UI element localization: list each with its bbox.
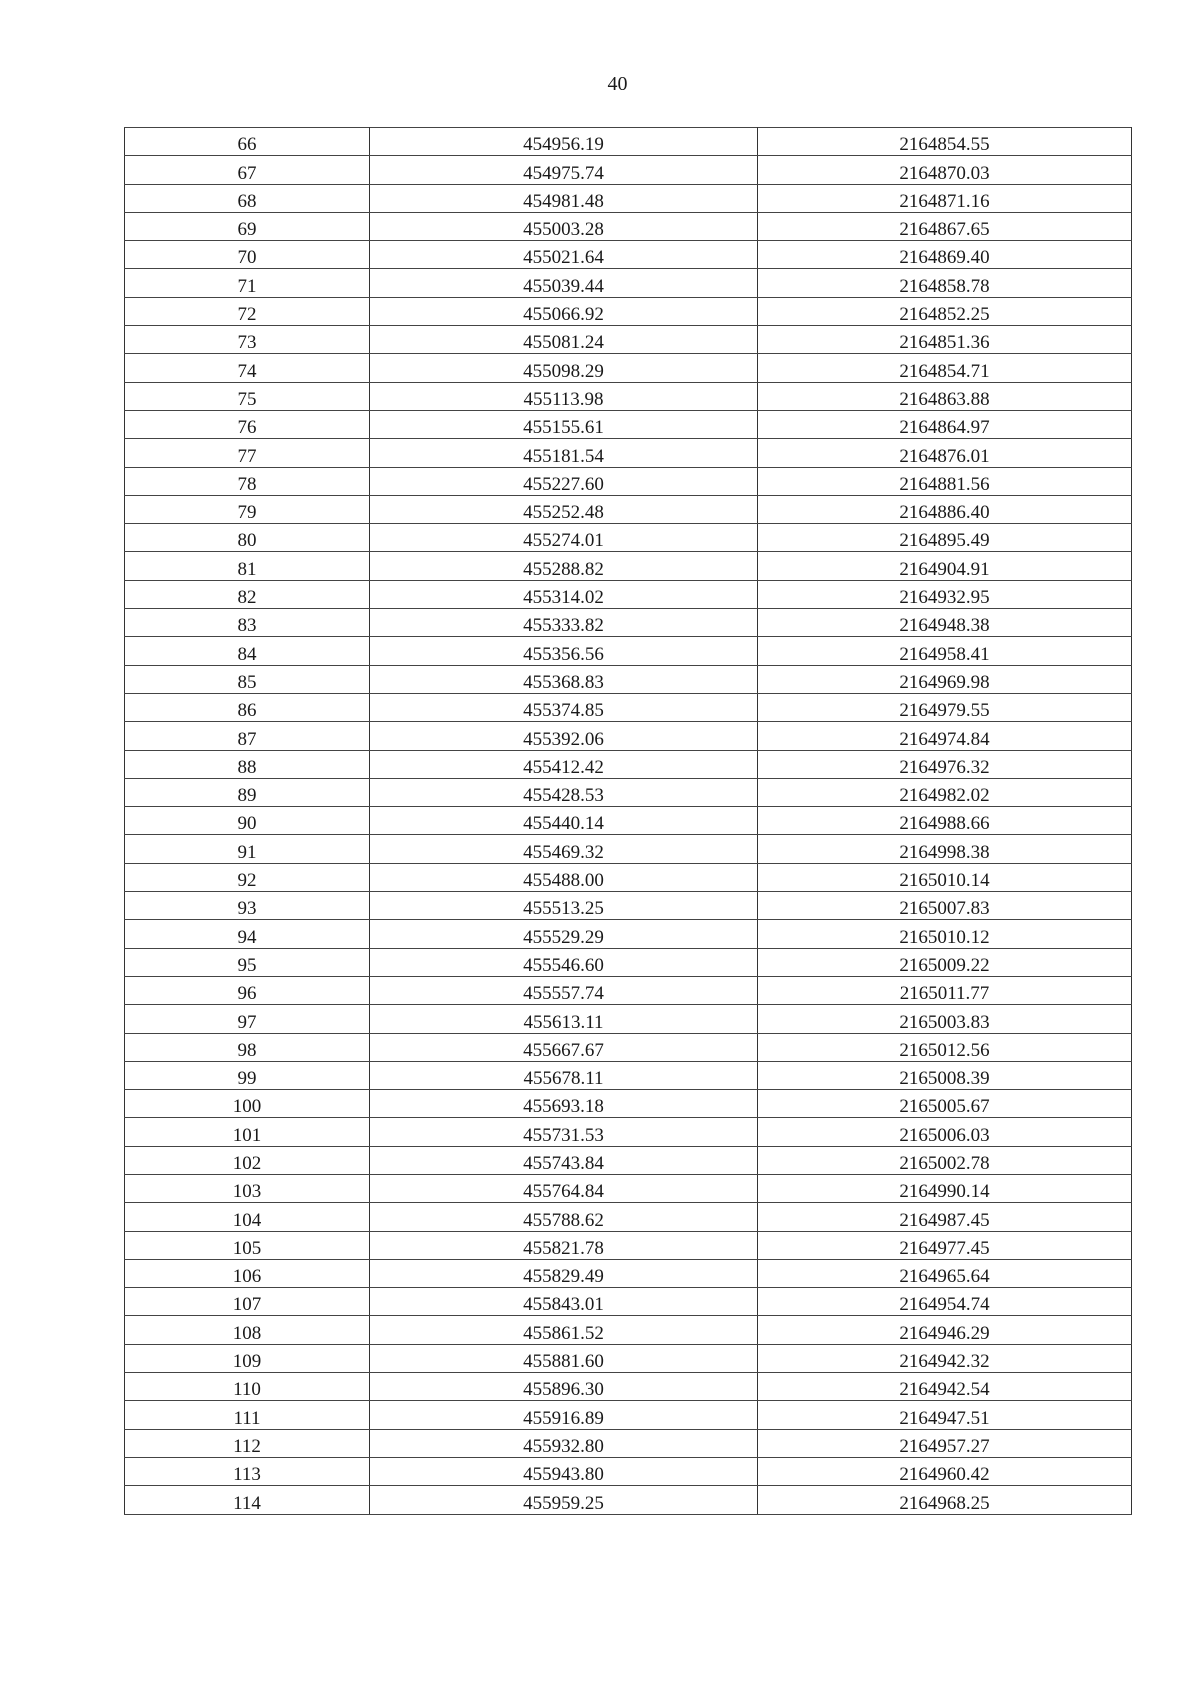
table-row xyxy=(125,128,1132,156)
table-row xyxy=(125,1259,1132,1287)
x-coordinate-cell: 455821.78 xyxy=(370,1231,758,1259)
x-coordinate-cell: 455227.60 xyxy=(370,467,758,495)
point-number-cell: 79 xyxy=(125,495,370,523)
y-coordinate-cell: 2164977.45 xyxy=(758,1231,1132,1259)
x-coordinate-cell: 455003.28 xyxy=(370,212,758,240)
table-row xyxy=(125,184,1132,212)
table-row xyxy=(125,354,1132,382)
table-row xyxy=(125,524,1132,552)
x-coordinate-cell: 455959.25 xyxy=(370,1486,758,1514)
coordinates-table xyxy=(124,127,1132,1515)
table-row xyxy=(125,297,1132,325)
table-row xyxy=(125,1231,1132,1259)
table-row xyxy=(125,495,1132,523)
x-coordinate-cell: 455932.80 xyxy=(370,1429,758,1457)
point-number-cell: 91 xyxy=(125,835,370,863)
table-row xyxy=(125,637,1132,665)
table-row xyxy=(125,156,1132,184)
point-number-cell: 104 xyxy=(125,1203,370,1231)
x-coordinate-cell: 455314.02 xyxy=(370,580,758,608)
y-coordinate-cell: 2164954.74 xyxy=(758,1288,1132,1316)
y-coordinate-cell: 2164947.51 xyxy=(758,1401,1132,1429)
x-coordinate-cell: 455113.98 xyxy=(370,382,758,410)
table-row xyxy=(125,1033,1132,1061)
x-coordinate-cell: 455513.25 xyxy=(370,892,758,920)
table-row xyxy=(125,976,1132,1004)
y-coordinate-cell: 2164881.56 xyxy=(758,467,1132,495)
x-coordinate-cell: 455392.06 xyxy=(370,722,758,750)
table-row xyxy=(125,807,1132,835)
y-coordinate-cell: 2164942.54 xyxy=(758,1373,1132,1401)
point-number-cell: 72 xyxy=(125,297,370,325)
table-row xyxy=(125,1288,1132,1316)
y-coordinate-cell: 2164982.02 xyxy=(758,778,1132,806)
point-number-cell: 74 xyxy=(125,354,370,382)
y-coordinate-cell: 2165010.12 xyxy=(758,920,1132,948)
point-number-cell: 66 xyxy=(125,128,370,156)
table-row xyxy=(125,1118,1132,1146)
x-coordinate-cell: 455546.60 xyxy=(370,948,758,976)
y-coordinate-cell: 2165002.78 xyxy=(758,1146,1132,1174)
y-coordinate-cell: 2165007.83 xyxy=(758,892,1132,920)
x-coordinate-cell: 455829.49 xyxy=(370,1259,758,1287)
point-number-cell: 112 xyxy=(125,1429,370,1457)
x-coordinate-cell: 455613.11 xyxy=(370,1005,758,1033)
x-coordinate-cell: 455288.82 xyxy=(370,552,758,580)
point-number-cell: 103 xyxy=(125,1174,370,1202)
table-row xyxy=(125,609,1132,637)
y-coordinate-cell: 2164863.88 xyxy=(758,382,1132,410)
point-number-cell: 69 xyxy=(125,212,370,240)
point-number-cell: 100 xyxy=(125,1090,370,1118)
point-number-cell: 110 xyxy=(125,1373,370,1401)
x-coordinate-cell: 455181.54 xyxy=(370,439,758,467)
x-coordinate-cell: 455861.52 xyxy=(370,1316,758,1344)
y-coordinate-cell: 2164974.84 xyxy=(758,722,1132,750)
table-row xyxy=(125,1457,1132,1485)
x-coordinate-cell: 455678.11 xyxy=(370,1061,758,1089)
point-number-cell: 77 xyxy=(125,439,370,467)
table-row xyxy=(125,835,1132,863)
point-number-cell: 87 xyxy=(125,722,370,750)
point-number-cell: 114 xyxy=(125,1486,370,1514)
table-row xyxy=(125,212,1132,240)
point-number-cell: 113 xyxy=(125,1457,370,1485)
x-coordinate-cell: 455743.84 xyxy=(370,1146,758,1174)
y-coordinate-cell: 2164957.27 xyxy=(758,1429,1132,1457)
y-coordinate-cell: 2164854.71 xyxy=(758,354,1132,382)
x-coordinate-cell: 455333.82 xyxy=(370,609,758,637)
x-coordinate-cell: 455667.67 xyxy=(370,1033,758,1061)
y-coordinate-cell: 2165008.39 xyxy=(758,1061,1132,1089)
point-number-cell: 98 xyxy=(125,1033,370,1061)
x-coordinate-cell: 454981.48 xyxy=(370,184,758,212)
x-coordinate-cell: 455440.14 xyxy=(370,807,758,835)
y-coordinate-cell: 2164870.03 xyxy=(758,156,1132,184)
x-coordinate-cell: 455943.80 xyxy=(370,1457,758,1485)
table-row xyxy=(125,1373,1132,1401)
y-coordinate-cell: 2164976.32 xyxy=(758,750,1132,778)
table-row xyxy=(125,1061,1132,1089)
point-number-cell: 81 xyxy=(125,552,370,580)
y-coordinate-cell: 2165006.03 xyxy=(758,1118,1132,1146)
y-coordinate-cell: 2164932.95 xyxy=(758,580,1132,608)
point-number-cell: 97 xyxy=(125,1005,370,1033)
table-row xyxy=(125,1429,1132,1457)
y-coordinate-cell: 2164990.14 xyxy=(758,1174,1132,1202)
x-coordinate-cell: 455081.24 xyxy=(370,326,758,354)
point-number-cell: 80 xyxy=(125,524,370,552)
table-row xyxy=(125,269,1132,297)
x-coordinate-cell: 455155.61 xyxy=(370,410,758,438)
table-row xyxy=(125,892,1132,920)
y-coordinate-cell: 2164979.55 xyxy=(758,693,1132,721)
point-number-cell: 108 xyxy=(125,1316,370,1344)
point-number-cell: 78 xyxy=(125,467,370,495)
point-number-cell: 75 xyxy=(125,382,370,410)
table-row xyxy=(125,382,1132,410)
y-coordinate-cell: 2164968.25 xyxy=(758,1486,1132,1514)
y-coordinate-cell: 2164948.38 xyxy=(758,609,1132,637)
table-row xyxy=(125,1344,1132,1372)
y-coordinate-cell: 2164998.38 xyxy=(758,835,1132,863)
y-coordinate-cell: 2165005.67 xyxy=(758,1090,1132,1118)
y-coordinate-cell: 2164895.49 xyxy=(758,524,1132,552)
x-coordinate-cell: 455488.00 xyxy=(370,863,758,891)
point-number-cell: 95 xyxy=(125,948,370,976)
table-row xyxy=(125,693,1132,721)
table-row xyxy=(125,1146,1132,1174)
point-number-cell: 99 xyxy=(125,1061,370,1089)
table-row xyxy=(125,552,1132,580)
x-coordinate-cell: 455916.89 xyxy=(370,1401,758,1429)
x-coordinate-cell: 455896.30 xyxy=(370,1373,758,1401)
y-coordinate-cell: 2164946.29 xyxy=(758,1316,1132,1344)
point-number-cell: 105 xyxy=(125,1231,370,1259)
y-coordinate-cell: 2164987.45 xyxy=(758,1203,1132,1231)
x-coordinate-cell: 455529.29 xyxy=(370,920,758,948)
y-coordinate-cell: 2164867.65 xyxy=(758,212,1132,240)
y-coordinate-cell: 2164864.97 xyxy=(758,410,1132,438)
x-coordinate-cell: 455039.44 xyxy=(370,269,758,297)
table-row xyxy=(125,722,1132,750)
x-coordinate-cell: 455066.92 xyxy=(370,297,758,325)
y-coordinate-cell: 2164904.91 xyxy=(758,552,1132,580)
point-number-cell: 107 xyxy=(125,1288,370,1316)
point-number-cell: 70 xyxy=(125,241,370,269)
x-coordinate-cell: 455356.56 xyxy=(370,637,758,665)
point-number-cell: 106 xyxy=(125,1259,370,1287)
x-coordinate-cell: 455843.01 xyxy=(370,1288,758,1316)
point-number-cell: 71 xyxy=(125,269,370,297)
x-coordinate-cell: 455368.83 xyxy=(370,665,758,693)
x-coordinate-cell: 454975.74 xyxy=(370,156,758,184)
y-coordinate-cell: 2165003.83 xyxy=(758,1005,1132,1033)
x-coordinate-cell: 455693.18 xyxy=(370,1090,758,1118)
x-coordinate-cell: 455881.60 xyxy=(370,1344,758,1372)
x-coordinate-cell: 455274.01 xyxy=(370,524,758,552)
x-coordinate-cell: 455557.74 xyxy=(370,976,758,1004)
point-number-cell: 102 xyxy=(125,1146,370,1174)
page-number: 40 xyxy=(607,73,628,95)
y-coordinate-cell: 2164886.40 xyxy=(758,495,1132,523)
y-coordinate-cell: 2164960.42 xyxy=(758,1457,1132,1485)
table-row xyxy=(125,326,1132,354)
point-number-cell: 89 xyxy=(125,778,370,806)
table-row xyxy=(125,410,1132,438)
y-coordinate-cell: 2165010.14 xyxy=(758,863,1132,891)
table-row xyxy=(125,1316,1132,1344)
y-coordinate-cell: 2164969.98 xyxy=(758,665,1132,693)
point-number-cell: 111 xyxy=(125,1401,370,1429)
table-row xyxy=(125,1203,1132,1231)
y-coordinate-cell: 2164858.78 xyxy=(758,269,1132,297)
point-number-cell: 92 xyxy=(125,863,370,891)
point-number-cell: 94 xyxy=(125,920,370,948)
point-number-cell: 76 xyxy=(125,410,370,438)
x-coordinate-cell: 455731.53 xyxy=(370,1118,758,1146)
y-coordinate-cell: 2164852.25 xyxy=(758,297,1132,325)
x-coordinate-cell: 454956.19 xyxy=(370,128,758,156)
x-coordinate-cell: 455021.64 xyxy=(370,241,758,269)
x-coordinate-cell: 455469.32 xyxy=(370,835,758,863)
x-coordinate-cell: 455098.29 xyxy=(370,354,758,382)
x-coordinate-cell: 455374.85 xyxy=(370,693,758,721)
y-coordinate-cell: 2164851.36 xyxy=(758,326,1132,354)
x-coordinate-cell: 455412.42 xyxy=(370,750,758,778)
x-coordinate-cell: 455252.48 xyxy=(370,495,758,523)
point-number-cell: 68 xyxy=(125,184,370,212)
y-coordinate-cell: 2164965.64 xyxy=(758,1259,1132,1287)
point-number-cell: 67 xyxy=(125,156,370,184)
table-row xyxy=(125,863,1132,891)
table-row xyxy=(125,1090,1132,1118)
table-row xyxy=(125,1005,1132,1033)
table-row xyxy=(125,750,1132,778)
table-row xyxy=(125,1486,1132,1514)
table-row xyxy=(125,1174,1132,1202)
point-number-cell: 82 xyxy=(125,580,370,608)
table-row xyxy=(125,467,1132,495)
x-coordinate-cell: 455788.62 xyxy=(370,1203,758,1231)
point-number-cell: 88 xyxy=(125,750,370,778)
table-row xyxy=(125,439,1132,467)
y-coordinate-cell: 2164871.16 xyxy=(758,184,1132,212)
table-row xyxy=(125,920,1132,948)
y-coordinate-cell: 2165012.56 xyxy=(758,1033,1132,1061)
point-number-cell: 93 xyxy=(125,892,370,920)
y-coordinate-cell: 2164869.40 xyxy=(758,241,1132,269)
y-coordinate-cell: 2164854.55 xyxy=(758,128,1132,156)
point-number-cell: 109 xyxy=(125,1344,370,1372)
y-coordinate-cell: 2164942.32 xyxy=(758,1344,1132,1372)
table-row xyxy=(125,1401,1132,1429)
point-number-cell: 86 xyxy=(125,693,370,721)
y-coordinate-cell: 2164876.01 xyxy=(758,439,1132,467)
y-coordinate-cell: 2165011.77 xyxy=(758,976,1132,1004)
point-number-cell: 84 xyxy=(125,637,370,665)
y-coordinate-cell: 2165009.22 xyxy=(758,948,1132,976)
point-number-cell: 90 xyxy=(125,807,370,835)
point-number-cell: 101 xyxy=(125,1118,370,1146)
x-coordinate-cell: 455428.53 xyxy=(370,778,758,806)
point-number-cell: 83 xyxy=(125,609,370,637)
table-row xyxy=(125,665,1132,693)
coordinates-table-body xyxy=(125,128,1132,1515)
y-coordinate-cell: 2164988.66 xyxy=(758,807,1132,835)
point-number-cell: 73 xyxy=(125,326,370,354)
table-row xyxy=(125,241,1132,269)
table-row xyxy=(125,778,1132,806)
table-row xyxy=(125,580,1132,608)
point-number-cell: 96 xyxy=(125,976,370,1004)
x-coordinate-cell: 455764.84 xyxy=(370,1174,758,1202)
y-coordinate-cell: 2164958.41 xyxy=(758,637,1132,665)
table-row xyxy=(125,948,1132,976)
point-number-cell: 85 xyxy=(125,665,370,693)
